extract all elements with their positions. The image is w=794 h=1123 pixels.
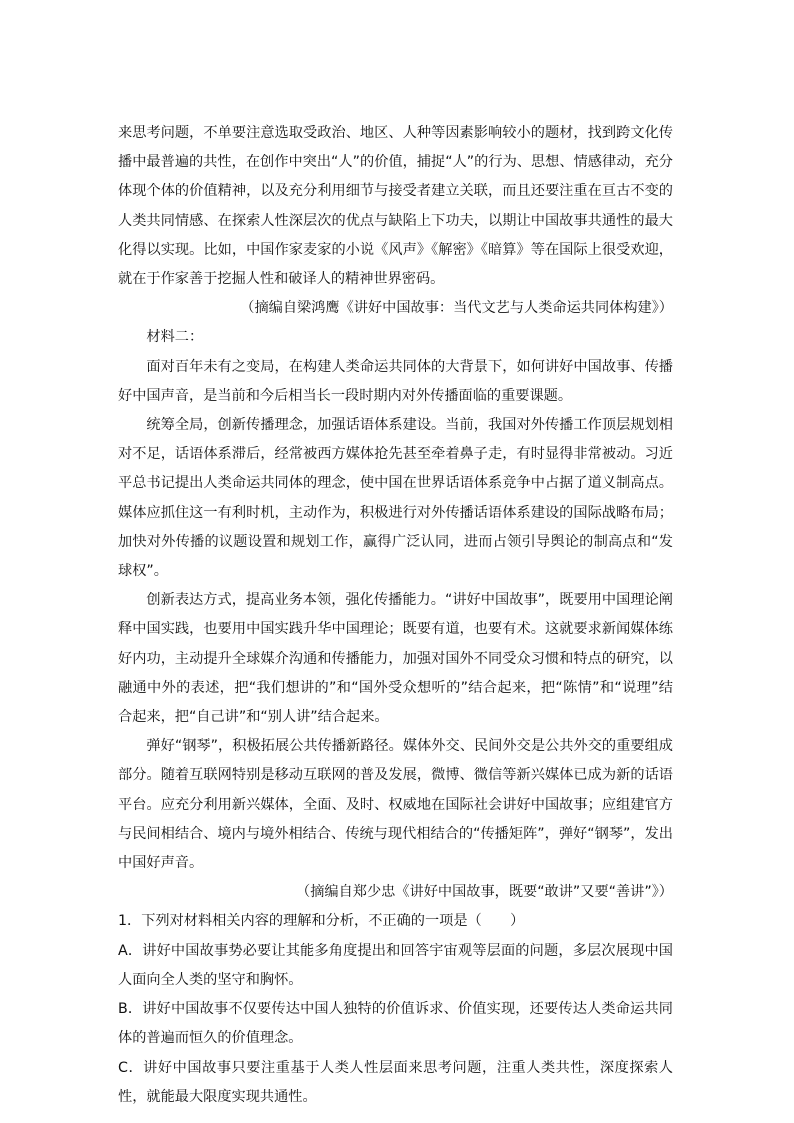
material2-paragraph-1: 面对百年未有之变局，在构建人类命运共同体的大背景下，如何讲好中国故事、传播好中国声音，是当前和今后相当长一段时期内对外传播面临的重要课题。 bbox=[118, 358, 673, 404]
material2-paragraph-2: 统筹全局，创新传播理念，加强话语体系建设。当前，我国对外传播工作顶层规划相对不足，话语体系滞后，经常被西方媒体抢先甚至牵着鼻子走，有时显得非常被动。习近平总书记提出人类命运共同体的理念，使中国在世界话语体系竞争中占据了道义制高点。媒体应抓住这一有利时机，主动作为，积极进行对外传播话语体系建设的国际战略布局；加快对外传播的议题设置和规划工作，赢得广泛认同，进而占领引导舆论的制高点和“发球权”。 bbox=[118, 417, 673, 580]
question-1-option-b: B．讲好中国故事不仅要传达中国人独特的价值诉求、价值实现，还要传达人类命运共同体的普遍而恒久的价值理念。 bbox=[118, 1001, 673, 1047]
material2-heading: 材料二： bbox=[146, 329, 204, 346]
document-page bbox=[118, 119, 673, 1112]
material2-paragraph-3: 创新表达方式，提高业务本领，强化传播能力。“讲好中国故事”，既要用中国理论阐释中国实践，也要用中国实践升华中国理论；既要有道，也要有术。这就要求新闻媒体练好内功，主动提升全球媒介沟通和传播能力，加强对国外不同受众习惯和特点的研究，以融通中外的表述，把“我们想讲的”和“国外受众想听的”结合起来，把“陈情”和“说理”结合起来，把“自己讲”和“别人讲”结合起来。 bbox=[118, 592, 673, 726]
question-1-option-a: A．讲好中国故事势必要让其能多角度提出和回答宇宙观等层面的问题，多层次展现中国人面向全人类的坚守和胸怀。 bbox=[118, 942, 673, 988]
material1-paragraph-tail: 来思考问题，不单要注意选取受政治、地区、人种等因素影响较小的题材，找到跨文化传播中最普遍的共性，在创作中突出“人”的价值，捕捉“人”的行为、思想、情感律动，充分体现个体的价值精神，以及充分利用细节与接受者建立关联，而且还要注重在亘古不变的人类共同情感、在探索人性深层次的优点与缺陷上下功夫，以期让中国故事共通性的最大化得以实现。比如，中国作家麦家的小说《风声》《解密》《暗算》等在国际上很受欢迎，就在于作家善于挖掘人性和破译人的精神世界密码。 bbox=[118, 125, 673, 288]
material1-source: （摘编自梁鸿鹰《讲好中国故事：当代文艺与人类命运共同体构建》） bbox=[240, 300, 673, 317]
question-1-stem: 1．下列对材料相关内容的理解和分析，不正确的一项是（ ） bbox=[118, 913, 525, 930]
material2-source: （摘编自郑少忠《讲好中国故事，既要“敢讲”又要“善讲”》） bbox=[296, 884, 673, 901]
material2-paragraph-4: 弹好“钢琴”，积极拓展公共传播新路径。媒体外交、民间外交是公共外交的重要组成部分。随着互联网特别是移动互联网的普及发展，微博、微信等新兴媒体已成为新的话语平台。应充分利用新兴媒体，全面、及时、权威地在国际社会讲好中国故事；应组建官方与民间相结合、境内与境外相结合、传统与现代相结合的“传播矩阵”，弹好“钢琴”，发出中国好声音。 bbox=[118, 738, 673, 872]
question-1-option-c: C．讲好中国故事只要注重基于人类人性层面来思考问题，注重人类共性，深度探索人性，就能最大限度实现共通性。 bbox=[118, 1059, 673, 1105]
